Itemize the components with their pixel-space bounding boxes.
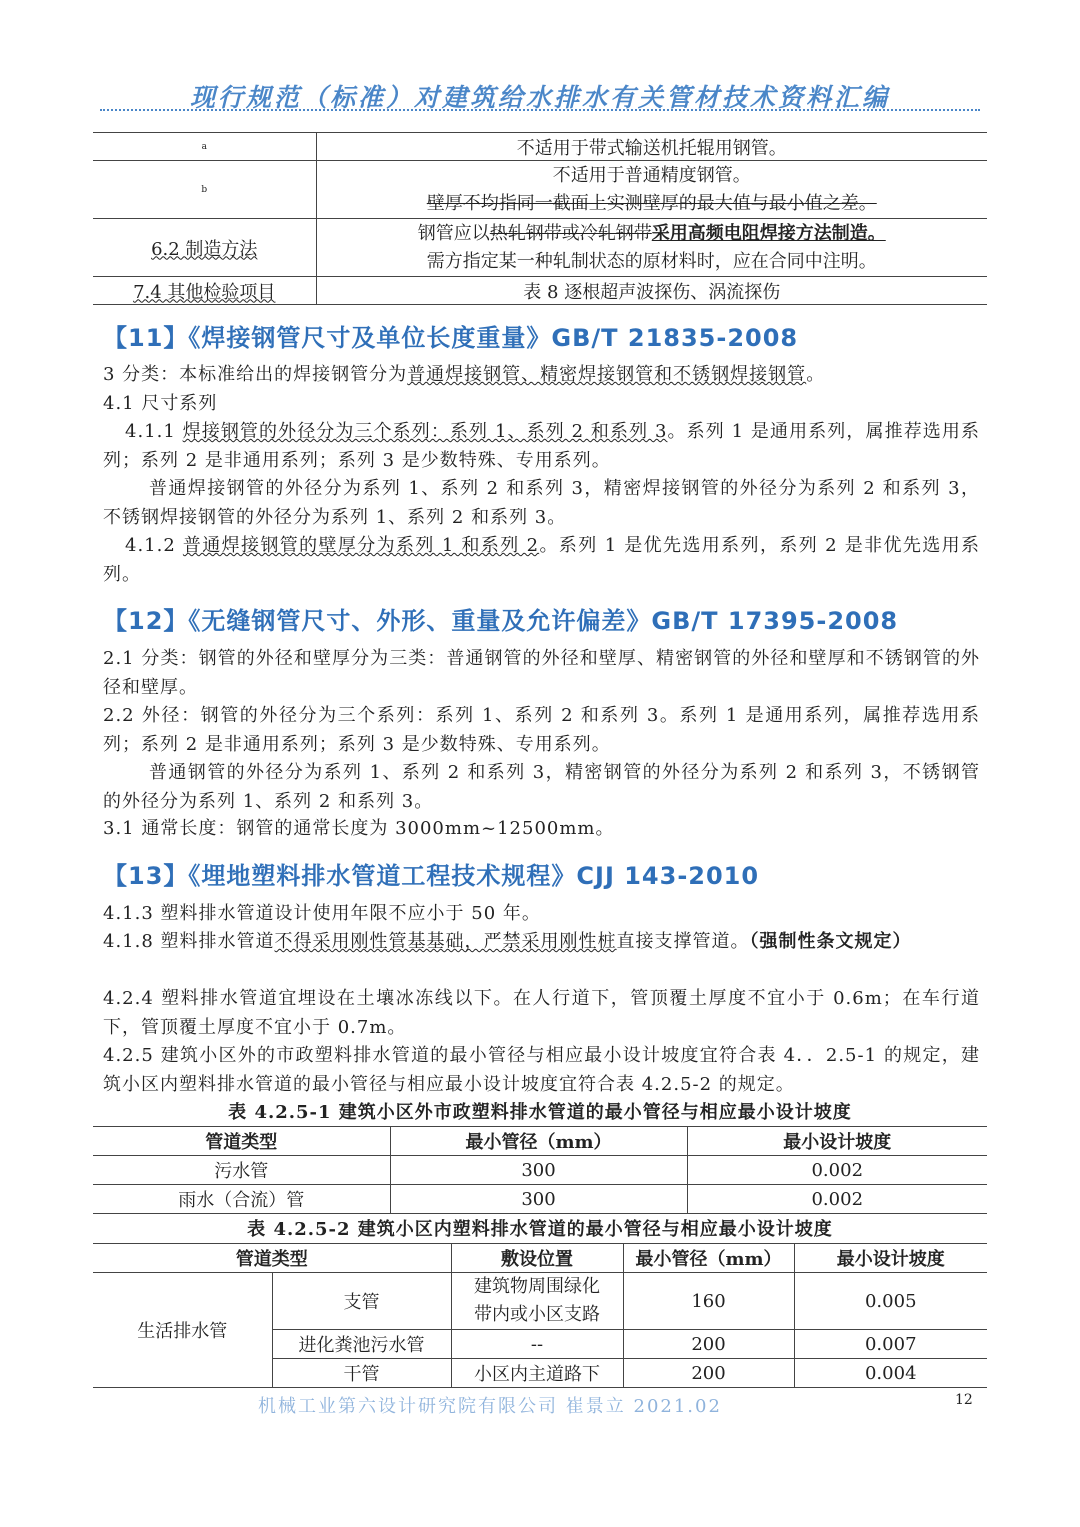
sec11-p3: 4.1.1 焊接钢管的外径分为三个系列：系列 1、系列 2 和系列 3。系列 1 是通用系列，属推荐选用系列；系列 2 是非通用系列；系列 3 是少数特殊、专用系列。 xyxy=(103,421,980,471)
r3-line2: 需方指定某一种轧制状态的原材料时，应在合同中注明。 xyxy=(426,250,877,272)
t2-cell: 200 xyxy=(623,1330,794,1359)
t2-cell: 建筑物周围绿化带内或小区支路 xyxy=(451,1273,623,1330)
table2-caption: 表 4.2.5-2 建筑小区内塑料排水管道的最小管径与相应最小设计坡度 xyxy=(247,1219,833,1240)
sec12-p1: 2.1 分类：钢管的外径和壁厚分为三类：普通钢管的外径和壁厚、精密钢管的外径和壁厚和不锈钢管的外径和壁厚。 xyxy=(103,648,980,698)
t1-cell: 0.002 xyxy=(687,1185,987,1214)
top-table xyxy=(93,132,987,305)
table-row xyxy=(93,1273,987,1330)
t1-header-slope: 最小设计坡度 xyxy=(687,1127,987,1156)
t2-header-slope: 最小设计坡度 xyxy=(794,1244,987,1273)
sec11-p1: 3 分类：本标准给出的焊接钢管分为普通焊接钢管、精密焊接钢管和不锈钢焊接钢管。 xyxy=(103,364,826,385)
t1-cell: 雨水（合流）管 xyxy=(93,1185,390,1214)
section-12-title: 【12】《无缝钢管尺寸、外形、重量及允许偏差》GB/T 17395-2008 xyxy=(103,607,899,635)
r3-strike: 热轧钢带或冷轧钢带 xyxy=(489,222,652,244)
sec11-p2: 4.1 尺寸系列 xyxy=(103,393,218,414)
t2-cell: 0.005 xyxy=(794,1273,987,1330)
t2-cell: 200 xyxy=(623,1359,794,1388)
sec12-p2: 2.2 外径：钢管的外径分为三个系列：系列 1、系列 2 和系列 3。系列 1 是通用系列，属推荐选用系列；系列 2 是非通用系列；系列 3 是少数特殊、专用系列。 xyxy=(103,705,980,755)
top-table-cell-b-line1: 不适用于普通精度钢管。 xyxy=(552,164,751,186)
t1-cell: 300 xyxy=(390,1156,687,1185)
t2-cell: 小区内主道路下 xyxy=(451,1359,623,1388)
top-table-cell-74: 7.4 其他检验项目 xyxy=(133,281,276,303)
table-4-2-5-2 xyxy=(93,1243,987,1388)
table1-caption: 表 4.2.5-1 建筑小区外市政塑料排水管道的最小管径与相应最小设计坡度 xyxy=(228,1102,852,1123)
sec12-p4: 3.1 通常长度：钢管的通常长度为 3000mm~12500mm。 xyxy=(103,818,615,839)
sec13-p2: 4.1.8 塑料排水管道不得采用刚性管基基础，严禁采用刚性桩直接支撑管道。（强制性条文规定） xyxy=(103,931,912,952)
table-row xyxy=(93,1185,987,1214)
t2-cell: 0.004 xyxy=(794,1359,987,1388)
r3-bold: 采用高频电阻焊接方法制造。 xyxy=(651,222,886,244)
table-row xyxy=(93,1156,987,1185)
t2-header-type: 管道类型 xyxy=(93,1244,451,1273)
t2-cell: 0.007 xyxy=(794,1330,987,1359)
top-table-cell-62: 6.2 制造方法 xyxy=(151,238,258,260)
page-header-title: 现行规范（标准）对建筑给水排水有关管材技术资料汇编 xyxy=(189,83,890,112)
t2-cell: 干管 xyxy=(272,1359,451,1388)
t1-header-type: 管道类型 xyxy=(93,1127,390,1156)
section-11-title: 【11】《焊接钢管尺寸及单位长度重量》GB/T 21835-2008 xyxy=(103,324,799,352)
sec13-p1: 4.1.3 塑料排水管道设计使用年限不应小于 50 年。 xyxy=(103,903,541,924)
sec11-p5: 4.1.2 普通焊接钢管的壁厚分为系列 1 和系列 2。系列 1 是优先选用系列，系列 2 是非优先选用系列。 xyxy=(103,535,980,585)
sec11-p4: 普通焊接钢管的外径分为系列 1、系列 2 和系列 3，精密焊接钢管的外径分为系列 2 和系列 3，不锈钢焊接钢管的外径分为系列 1、系列 2 和系列 3。 xyxy=(103,478,980,528)
top-table-cell-a-desc: 不适用于带式输送机托辊用钢管。 xyxy=(316,133,987,161)
page-number: 12 xyxy=(955,1392,973,1408)
sec13-p3: 4.2.4 塑料排水管道宜埋设在土壤冰冻线以下。在人行道下，管顶覆土厚度不宜小于 0.6m；在车行道下，管顶覆土厚度不宜小于 0.7m。 xyxy=(103,988,980,1038)
top-table-cell-b: b xyxy=(93,161,316,219)
sec13-p4: 4.2.5 建筑小区外的市政塑料排水管道的最小管径与相应最小设计坡度宜符合表 4．．2.5-1 的规定，建筑小区内塑料排水管道的最小管径与相应最小设计坡度宜符合表 4.2.5-2 的规定。 xyxy=(103,1045,980,1095)
t2-cell: 160 xyxy=(623,1273,794,1330)
page-footer: 机械工业第六设计研究院有限公司 崔景立 2021.02 xyxy=(258,1396,722,1417)
top-table-cell-b-line2: 壁厚不均指同一截面上实测壁厚的最大值与最小值之差。 xyxy=(426,192,877,214)
sec12-p3: 普通钢管的外径分为系列 1、系列 2 和系列 3，精密钢管的外径分为系列 2 和系列 3，不锈钢管的外径分为系列 1、系列 2 和系列 3。 xyxy=(103,762,980,812)
t2-cell: 进化粪池污水管 xyxy=(272,1330,451,1359)
t1-header-dia: 最小管径（mm） xyxy=(390,1127,687,1156)
t1-cell: 污水管 xyxy=(93,1156,390,1185)
table-4-2-5-1 xyxy=(93,1126,987,1214)
top-table-cell-74-desc: 表 8 逐根超声波探伤、涡流探伤 xyxy=(316,277,987,305)
t2-cell: -- xyxy=(451,1330,623,1359)
t2-header-dia: 最小管径（mm） xyxy=(623,1244,794,1273)
section-13-title: 【13】《埋地塑料排水管道工程技术规程》CJJ 143-2010 xyxy=(103,862,760,890)
top-table-cell-a: a xyxy=(93,133,316,161)
t2-cell: 支管 xyxy=(272,1273,451,1330)
r3-prefix: 钢管应以 xyxy=(417,222,490,244)
header-divider xyxy=(100,109,980,111)
t2-group: 生活排水管 xyxy=(93,1273,272,1388)
t1-cell: 0.002 xyxy=(687,1156,987,1185)
t2-header-pos: 敷设位置 xyxy=(451,1244,623,1273)
t1-cell: 300 xyxy=(390,1185,687,1214)
